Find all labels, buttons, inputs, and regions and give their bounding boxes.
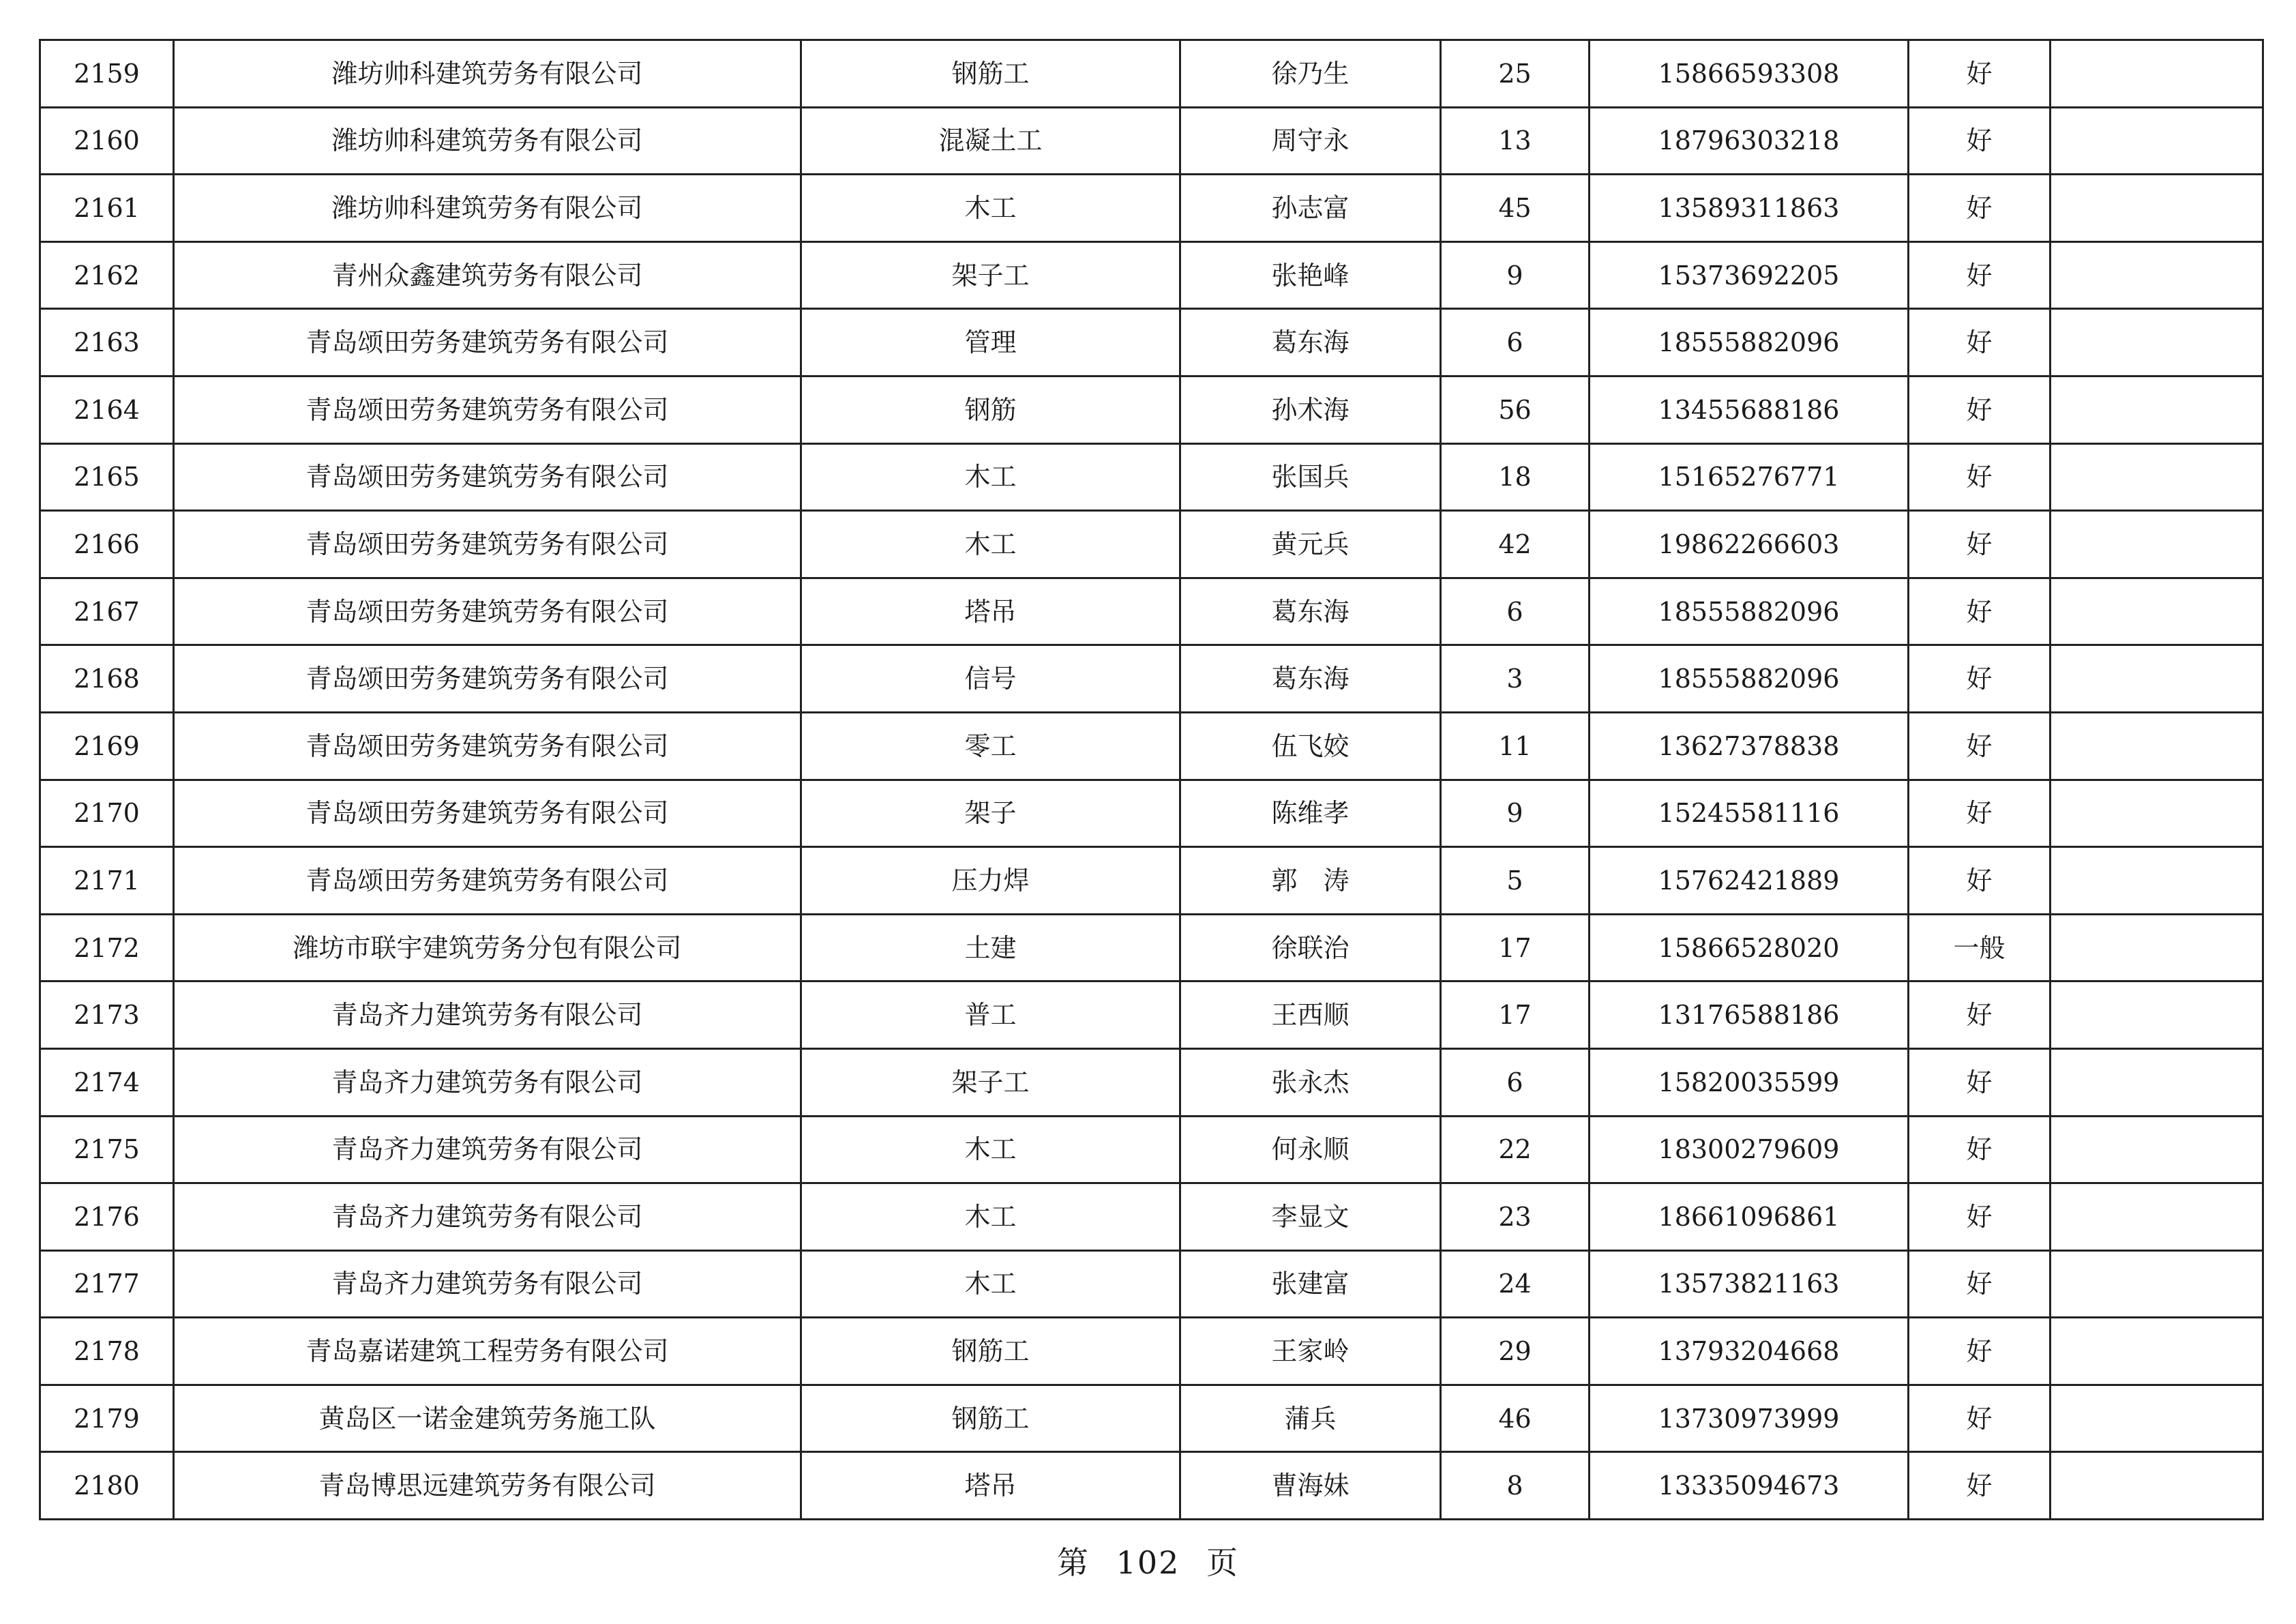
remarks-cell: [2051, 376, 2263, 443]
remarks-cell: [2051, 914, 2263, 981]
table-row: [40, 107, 2263, 175]
phone-cell: 15373692205: [1590, 241, 1909, 309]
trade-cell: 架子: [801, 780, 1180, 847]
phone-cell: 18555882096: [1590, 309, 1909, 377]
row-number-cell: 2170: [40, 780, 174, 847]
remarks-cell: [2051, 309, 2263, 377]
rating-cell: 好: [1909, 511, 2051, 578]
company-cell: 黄岛区一诺金建筑劳务施工队: [174, 1385, 801, 1452]
headcount-cell: 45: [1441, 175, 1590, 242]
phone-cell: 13627378838: [1590, 712, 1909, 780]
trade-cell: 木工: [801, 1250, 1180, 1318]
rating-cell: 好: [1909, 1452, 2051, 1520]
roster-table: [39, 39, 2264, 1520]
row-number-cell: 2175: [40, 1116, 174, 1183]
table-row: [40, 241, 2263, 309]
remarks-cell: [2051, 40, 2263, 108]
headcount-cell: 29: [1441, 1318, 1590, 1385]
table-row: [40, 1183, 2263, 1251]
rating-cell: 好: [1909, 376, 2051, 443]
rating-cell: 好: [1909, 645, 2051, 713]
rating-cell: 好: [1909, 780, 2051, 847]
phone-cell: 19862266603: [1590, 511, 1909, 578]
phone-cell: 15866593308: [1590, 40, 1909, 108]
phone-cell: 15820035599: [1590, 1048, 1909, 1116]
roster-sheet: [39, 39, 2264, 1520]
headcount-cell: 9: [1441, 780, 1590, 847]
headcount-cell: 22: [1441, 1116, 1590, 1183]
table-row: [40, 645, 2263, 713]
contact-name-cell: 何永顺: [1180, 1116, 1441, 1183]
rating-cell: 好: [1909, 1385, 2051, 1452]
contact-name-cell: 孙志富: [1180, 175, 1441, 242]
headcount-cell: 11: [1441, 712, 1590, 780]
trade-cell: 信号: [801, 645, 1180, 713]
contact-name-cell: 曹海妹: [1180, 1452, 1441, 1520]
trade-cell: 木工: [801, 511, 1180, 578]
row-number-cell: 2169: [40, 712, 174, 780]
remarks-cell: [2051, 175, 2263, 242]
remarks-cell: [2051, 1452, 2263, 1520]
contact-name-cell: 黄元兵: [1180, 511, 1441, 578]
footer-suffix: 页: [1206, 1544, 1240, 1581]
company-cell: 青岛齐力建筑劳务有限公司: [174, 1183, 801, 1251]
company-cell: 青岛颂田劳务建筑劳务有限公司: [174, 712, 801, 780]
row-number-cell: 2176: [40, 1183, 174, 1251]
phone-cell: 15165276771: [1590, 443, 1909, 511]
table-row: [40, 511, 2263, 578]
trade-cell: 木工: [801, 175, 1180, 242]
remarks-cell: [2051, 1318, 2263, 1385]
headcount-cell: 25: [1441, 40, 1590, 108]
phone-cell: 15245581116: [1590, 780, 1909, 847]
contact-name-cell: 徐乃生: [1180, 40, 1441, 108]
table-row: [40, 40, 2263, 108]
company-cell: 青岛齐力建筑劳务有限公司: [174, 1116, 801, 1183]
contact-name-cell: 蒲兵: [1180, 1385, 1441, 1452]
row-number-cell: 2172: [40, 914, 174, 981]
contact-name-cell: 葛东海: [1180, 309, 1441, 377]
trade-cell: 钢筋工: [801, 1385, 1180, 1452]
row-number-cell: 2179: [40, 1385, 174, 1452]
company-cell: 潍坊帅科建筑劳务有限公司: [174, 107, 801, 175]
table-row: [40, 376, 2263, 443]
remarks-cell: [2051, 981, 2263, 1049]
trade-cell: 塔吊: [801, 1452, 1180, 1520]
headcount-cell: 18: [1441, 443, 1590, 511]
contact-name-cell: 郭 涛: [1180, 847, 1441, 915]
headcount-cell: 9: [1441, 241, 1590, 309]
rating-cell: 好: [1909, 847, 2051, 915]
phone-cell: 13589311863: [1590, 175, 1909, 242]
row-number-cell: 2167: [40, 578, 174, 645]
table-row: [40, 309, 2263, 377]
phone-cell: 18300279609: [1590, 1116, 1909, 1183]
remarks-cell: [2051, 1116, 2263, 1183]
contact-name-cell: 葛东海: [1180, 578, 1441, 645]
phone-cell: 18796303218: [1590, 107, 1909, 175]
row-number-cell: 2162: [40, 241, 174, 309]
table-body: [40, 40, 2263, 1520]
headcount-cell: 6: [1441, 578, 1590, 645]
trade-cell: 零工: [801, 712, 1180, 780]
row-number-cell: 2163: [40, 309, 174, 377]
company-cell: 青岛齐力建筑劳务有限公司: [174, 981, 801, 1049]
trade-cell: 塔吊: [801, 578, 1180, 645]
phone-cell: 13455688186: [1590, 376, 1909, 443]
phone-cell: 13573821163: [1590, 1250, 1909, 1318]
table-row: [40, 780, 2263, 847]
rating-cell: 好: [1909, 175, 2051, 242]
trade-cell: 钢筋工: [801, 1318, 1180, 1385]
headcount-cell: 17: [1441, 914, 1590, 981]
headcount-cell: 46: [1441, 1385, 1590, 1452]
table-row: [40, 914, 2263, 981]
contact-name-cell: 张建富: [1180, 1250, 1441, 1318]
headcount-cell: 56: [1441, 376, 1590, 443]
rating-cell: 好: [1909, 712, 2051, 780]
rating-cell: 好: [1909, 1318, 2051, 1385]
row-number-cell: 2159: [40, 40, 174, 108]
headcount-cell: 5: [1441, 847, 1590, 915]
table-row: [40, 712, 2263, 780]
page-number: 102: [1116, 1544, 1180, 1581]
phone-cell: 18555882096: [1590, 645, 1909, 713]
headcount-cell: 17: [1441, 981, 1590, 1049]
headcount-cell: 23: [1441, 1183, 1590, 1251]
phone-cell: 15762421889: [1590, 847, 1909, 915]
table-row: [40, 578, 2263, 645]
trade-cell: 钢筋工: [801, 40, 1180, 108]
row-number-cell: 2178: [40, 1318, 174, 1385]
company-cell: 青岛颂田劳务建筑劳务有限公司: [174, 578, 801, 645]
company-cell: 青岛颂田劳务建筑劳务有限公司: [174, 443, 801, 511]
trade-cell: 架子工: [801, 241, 1180, 309]
row-number-cell: 2161: [40, 175, 174, 242]
rating-cell: 好: [1909, 1183, 2051, 1251]
company-cell: 青岛博思远建筑劳务有限公司: [174, 1452, 801, 1520]
headcount-cell: 8: [1441, 1452, 1590, 1520]
phone-cell: 13176588186: [1590, 981, 1909, 1049]
company-cell: 青岛齐力建筑劳务有限公司: [174, 1250, 801, 1318]
table-row: [40, 981, 2263, 1049]
row-number-cell: 2174: [40, 1048, 174, 1116]
trade-cell: 土建: [801, 914, 1180, 981]
contact-name-cell: 李显文: [1180, 1183, 1441, 1251]
table-row: [40, 1116, 2263, 1183]
table-row: [40, 443, 2263, 511]
table-row: [40, 175, 2263, 242]
row-number-cell: 2168: [40, 645, 174, 713]
row-number-cell: 2171: [40, 847, 174, 915]
headcount-cell: 3: [1441, 645, 1590, 713]
trade-cell: 混凝土工: [801, 107, 1180, 175]
contact-name-cell: 王家岭: [1180, 1318, 1441, 1385]
phone-cell: 13730973999: [1590, 1385, 1909, 1452]
phone-cell: 18555882096: [1590, 578, 1909, 645]
company-cell: 青岛颂田劳务建筑劳务有限公司: [174, 309, 801, 377]
row-number-cell: 2166: [40, 511, 174, 578]
rating-cell: 一般: [1909, 914, 2051, 981]
row-number-cell: 2173: [40, 981, 174, 1049]
contact-name-cell: 孙术海: [1180, 376, 1441, 443]
row-number-cell: 2160: [40, 107, 174, 175]
contact-name-cell: 张艳峰: [1180, 241, 1441, 309]
table-row: [40, 1318, 2263, 1385]
phone-cell: 18661096861: [1590, 1183, 1909, 1251]
headcount-cell: 6: [1441, 1048, 1590, 1116]
rating-cell: 好: [1909, 241, 2051, 309]
trade-cell: 木工: [801, 443, 1180, 511]
remarks-cell: [2051, 1385, 2263, 1452]
phone-cell: 15866528020: [1590, 914, 1909, 981]
company-cell: 青岛颂田劳务建筑劳务有限公司: [174, 511, 801, 578]
trade-cell: 钢筋: [801, 376, 1180, 443]
contact-name-cell: 王西顺: [1180, 981, 1441, 1049]
headcount-cell: 13: [1441, 107, 1590, 175]
remarks-cell: [2051, 1048, 2263, 1116]
table-row: [40, 1452, 2263, 1520]
company-cell: 青岛颂田劳务建筑劳务有限公司: [174, 780, 801, 847]
table-row: [40, 1385, 2263, 1452]
company-cell: 潍坊帅科建筑劳务有限公司: [174, 40, 801, 108]
remarks-cell: [2051, 578, 2263, 645]
company-cell: 青岛齐力建筑劳务有限公司: [174, 1048, 801, 1116]
remarks-cell: [2051, 511, 2263, 578]
company-cell: 潍坊帅科建筑劳务有限公司: [174, 175, 801, 242]
contact-name-cell: 周守永: [1180, 107, 1441, 175]
table-row: [40, 1048, 2263, 1116]
remarks-cell: [2051, 780, 2263, 847]
trade-cell: 木工: [801, 1183, 1180, 1251]
company-cell: 青岛颂田劳务建筑劳务有限公司: [174, 847, 801, 915]
rating-cell: 好: [1909, 578, 2051, 645]
rating-cell: 好: [1909, 981, 2051, 1049]
company-cell: 青岛颂田劳务建筑劳务有限公司: [174, 645, 801, 713]
remarks-cell: [2051, 443, 2263, 511]
footer-prefix: 第: [1056, 1544, 1090, 1581]
row-number-cell: 2177: [40, 1250, 174, 1318]
rating-cell: 好: [1909, 40, 2051, 108]
headcount-cell: 42: [1441, 511, 1590, 578]
contact-name-cell: 伍飞姣: [1180, 712, 1441, 780]
trade-cell: 普工: [801, 981, 1180, 1049]
rating-cell: 好: [1909, 1250, 2051, 1318]
rating-cell: 好: [1909, 1116, 2051, 1183]
remarks-cell: [2051, 645, 2263, 713]
row-number-cell: 2165: [40, 443, 174, 511]
table-row: [40, 847, 2263, 915]
remarks-cell: [2051, 712, 2263, 780]
rating-cell: 好: [1909, 309, 2051, 377]
contact-name-cell: 张国兵: [1180, 443, 1441, 511]
trade-cell: 木工: [801, 1116, 1180, 1183]
phone-cell: 13335094673: [1590, 1452, 1909, 1520]
remarks-cell: [2051, 241, 2263, 309]
remarks-cell: [2051, 847, 2263, 915]
remarks-cell: [2051, 1250, 2263, 1318]
page-footer: [0, 1538, 2296, 1583]
rating-cell: 好: [1909, 1048, 2051, 1116]
company-cell: 潍坊市联宇建筑劳务分包有限公司: [174, 914, 801, 981]
contact-name-cell: 徐联治: [1180, 914, 1441, 981]
contact-name-cell: 陈维孝: [1180, 780, 1441, 847]
headcount-cell: 24: [1441, 1250, 1590, 1318]
rating-cell: 好: [1909, 443, 2051, 511]
row-number-cell: 2180: [40, 1452, 174, 1520]
row-number-cell: 2164: [40, 376, 174, 443]
table-row: [40, 1250, 2263, 1318]
remarks-cell: [2051, 1183, 2263, 1251]
contact-name-cell: 张永杰: [1180, 1048, 1441, 1116]
company-cell: 青岛颂田劳务建筑劳务有限公司: [174, 376, 801, 443]
remarks-cell: [2051, 107, 2263, 175]
company-cell: 青岛嘉诺建筑工程劳务有限公司: [174, 1318, 801, 1385]
rating-cell: 好: [1909, 107, 2051, 175]
contact-name-cell: 葛东海: [1180, 645, 1441, 713]
trade-cell: 架子工: [801, 1048, 1180, 1116]
company-cell: 青州众鑫建筑劳务有限公司: [174, 241, 801, 309]
trade-cell: 压力焊: [801, 847, 1180, 915]
trade-cell: 管理: [801, 309, 1180, 377]
headcount-cell: 6: [1441, 309, 1590, 377]
phone-cell: 13793204668: [1590, 1318, 1909, 1385]
